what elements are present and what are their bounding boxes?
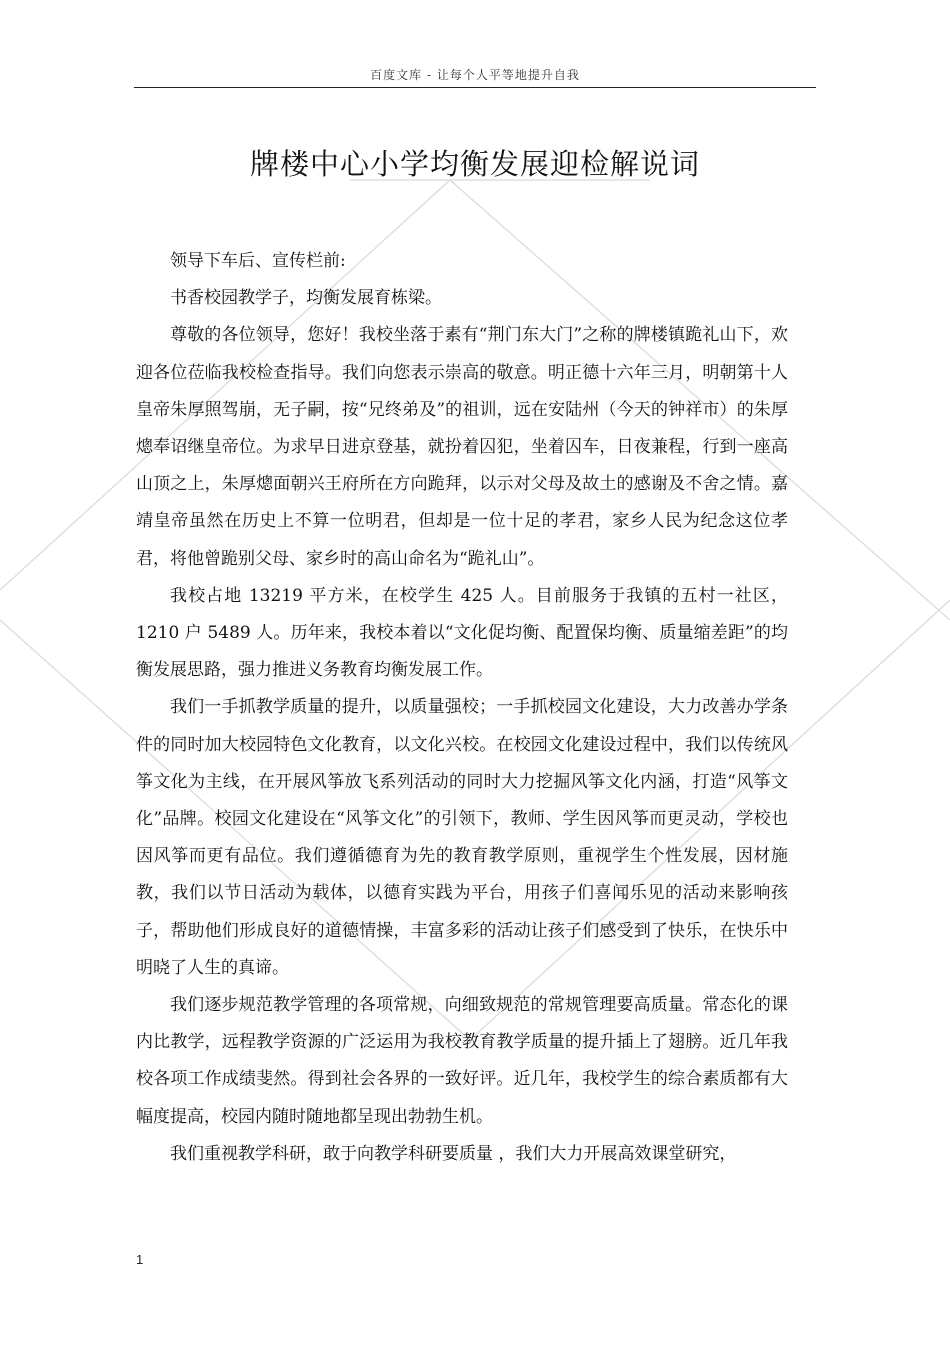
- paragraph: 领导下车后、宣传栏前:: [170, 251, 346, 271]
- paragraph: 我们重视教学科研，敢于向教学科研要质量 ，我们大力开展高效课堂研究，: [170, 1143, 737, 1164]
- paragraph: 书香校园教学子，均衡发展育栋梁。: [170, 288, 442, 309]
- header-text: 百度文库 - 让每个人平等地提升自我: [370, 68, 580, 82]
- document-body: [136, 243, 788, 1173]
- header-divider: [134, 87, 816, 88]
- paragraph: 我校占地 13219 平方米，在校学生 425 人。目前服务于我镇的五村一社区，1210 户 5489 人。历年来，我校本着以“文化促均衡、配置保均衡、质量缩差距”的均衡发展思路，强力推进义务教育均衡发展工作。: [136, 585, 788, 681]
- document-title: 牌楼中心小学均衡发展迎检解说词: [249, 147, 700, 181]
- page-number: 1: [136, 1252, 144, 1267]
- paragraph: 尊敬的各位领导，您好！我校坐落于素有“荆门东大门”之称的牌楼镇跪礼山下，欢迎各位莅临我校检查指导。我们向您表示崇高的敬意。明正德十六年三月，明朝第十人皇帝朱厚照驾崩，无子嗣，按“兄终弟及”的祖训，远在安陆州（今天的钟祥市）的朱厚熜奉诏继皇帝位。为求早日进京登基，就扮着囚犯，坐着囚车，日夜兼程，行到一座高山顶之上，朱厚熜面朝兴王府所在方向跪拜，以示对父母及故土的感谢及不舍之情。嘉靖皇帝虽然在历史上不算一位明君，但却是一位十足的孝君，家乡人民为纪念这位孝君，将他曾跪别父母、家乡时的高山命名为“跪礼山”。: [136, 325, 788, 569]
- paragraph: 我们逐步规范教学管理的各项常规，向细致规范的常规管理要高质量。常态化的课内比教学，远程教学资源的广泛运用为我校教育教学质量的提升插上了翅膀。近几年我校各项工作成绩斐然。得到社会各界的一致好评。近几年，我校学生的综合素质都有大幅度提高，校园内随时随地都呈现出勃勃生机。: [136, 995, 788, 1127]
- paragraph: 我们一手抓教学质量的提升，以质量强校；一手抓校园文化建设，大力改善办学条件的同时加大校园特色文化教育，以文化兴校。在校园文化建设过程中，我们以传统风筝文化为主线，在开展风筝放飞系列活动的同时大力挖掘风筝文化内涵，打造“风筝文化”品牌。校园文化建设在“风筝文化”的引领下，教师、学生因风筝而更灵动，学校也因风筝而更有品位。我们遵循德育为先的教育教学原则，重视学生个性发展，因材施教，我们以节日活动为载体，以德育实践为平台，用孩子们喜闻乐见的活动来影响孩子，帮助他们形成良好的道德情操，丰富多彩的活动让孩子们感受到了快乐，在快乐中明晓了人生的真谛。: [136, 697, 788, 978]
